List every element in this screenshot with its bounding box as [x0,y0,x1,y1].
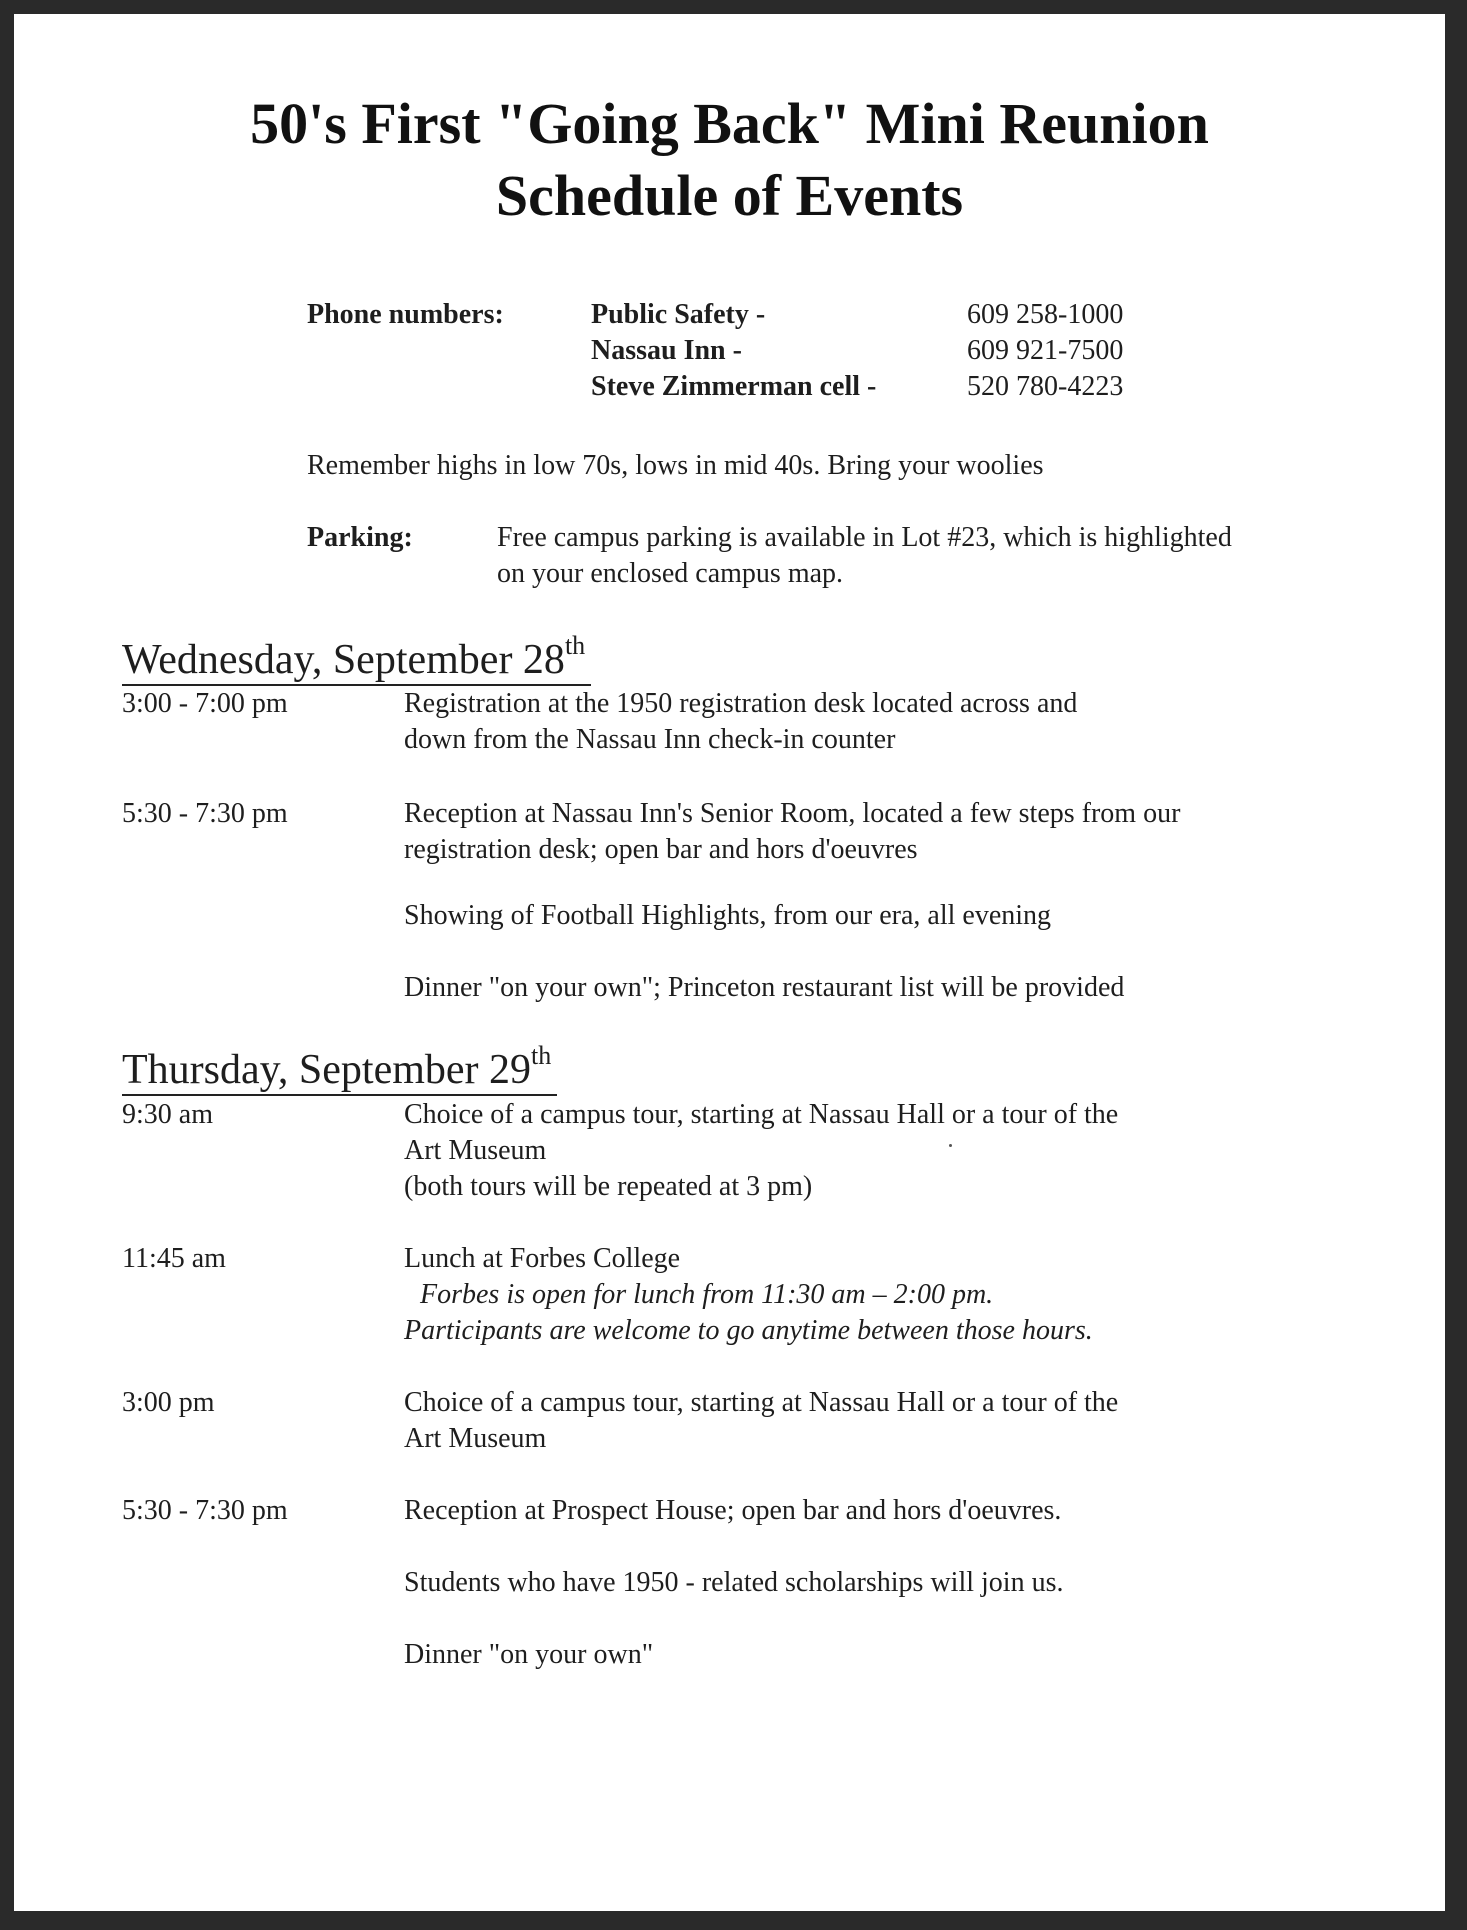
event-line: registration desk; open bar and hors d'oeuvres [404,834,918,865]
event-note: Dinner "on your own"; Princeton restaurant list will be provided [404,972,1125,1003]
event-line: Art Museum [404,1423,547,1454]
event-time: 5:30 - 7:30 pm [122,798,288,829]
event-note: Showing of Football Highlights, from our era, all evening [404,900,1052,931]
parking-line: on your enclosed campus map. [497,558,844,589]
event-line: (both tours will be repeated at 3 pm) [404,1171,813,1202]
phone-entry-number: 520 780-4223 [967,371,1124,402]
document-page [14,14,1445,1911]
event-time: 11:45 am [122,1243,226,1274]
event-time: 3:00 pm [122,1387,215,1418]
event-description [404,1385,1414,1457]
scan-speck [949,1144,952,1147]
event-note: Students who have 1950 - related scholarships will join us. [404,1567,1064,1598]
event-description [404,796,1414,868]
phone-entry-name: Public Safety - [591,299,766,330]
phone-entry-number: 609 921-7500 [967,335,1124,366]
document-title: 50's First "Going Back" Mini Reunion [250,91,1209,156]
phone-entry-name: Steve Zimmerman cell - [591,371,877,402]
document-subtitle: Schedule of Events [495,163,964,228]
weather-note: Remember highs in low 70s, lows in mid 40s. Bring your woolies [307,450,1044,481]
parking-text [497,520,1357,592]
phone-entry-name: Nassau Inn - [591,335,742,366]
phone-entry [591,369,1191,405]
event-time: 3:00 - 7:00 pm [122,688,288,719]
phone-entry-number: 609 258-1000 [967,299,1124,330]
event-line: Choice of a campus tour, starting at Nassau Hall or a tour of the [404,1387,1119,1418]
phone-entry [591,297,1191,333]
event-description: Lunch at Forbes College [404,1243,681,1274]
event-line: Art Museum [404,1135,547,1166]
event-description [404,1097,1414,1205]
parking-label: Parking: [307,522,413,553]
day-heading-wednesday [122,626,591,686]
day-heading-text: Thursday, September 29 [122,1047,532,1093]
event-note: Dinner "on your own" [404,1639,654,1670]
day-heading-text: Wednesday, September 28 [122,637,565,683]
event-line: Choice of a campus tour, starting at Nassau Hall or a tour of the [404,1099,1119,1130]
day-heading-suffix: th [531,1041,552,1070]
phone-entry [591,333,1191,369]
event-line: Reception at Nassau Inn's Senior Room, located a few steps from our [404,798,1181,829]
event-description [404,686,1414,758]
event-line: Registration at the 1950 registration desk located across and [404,688,1078,719]
event-italic-line: Participants are welcome to go anytime between those hours. [404,1315,1093,1346]
event-italic-note [404,1277,1414,1349]
event-italic-line: Forbes is open for lunch from 11:30 am – 2:00 pm. [420,1279,994,1310]
phone-numbers-label: Phone numbers: [307,299,504,330]
event-time: 5:30 - 7:30 pm [122,1495,288,1526]
day-heading-suffix: th [564,631,586,660]
day-heading-thursday [122,1036,557,1096]
event-description: Reception at Prospect House; open bar and hors d'oeuvres. [404,1495,1062,1526]
event-line: down from the Nassau Inn check-in counter [404,724,896,755]
event-time: 9:30 am [122,1099,213,1130]
parking-line: Free campus parking is available in Lot #23, which is highlighted [497,522,1232,553]
